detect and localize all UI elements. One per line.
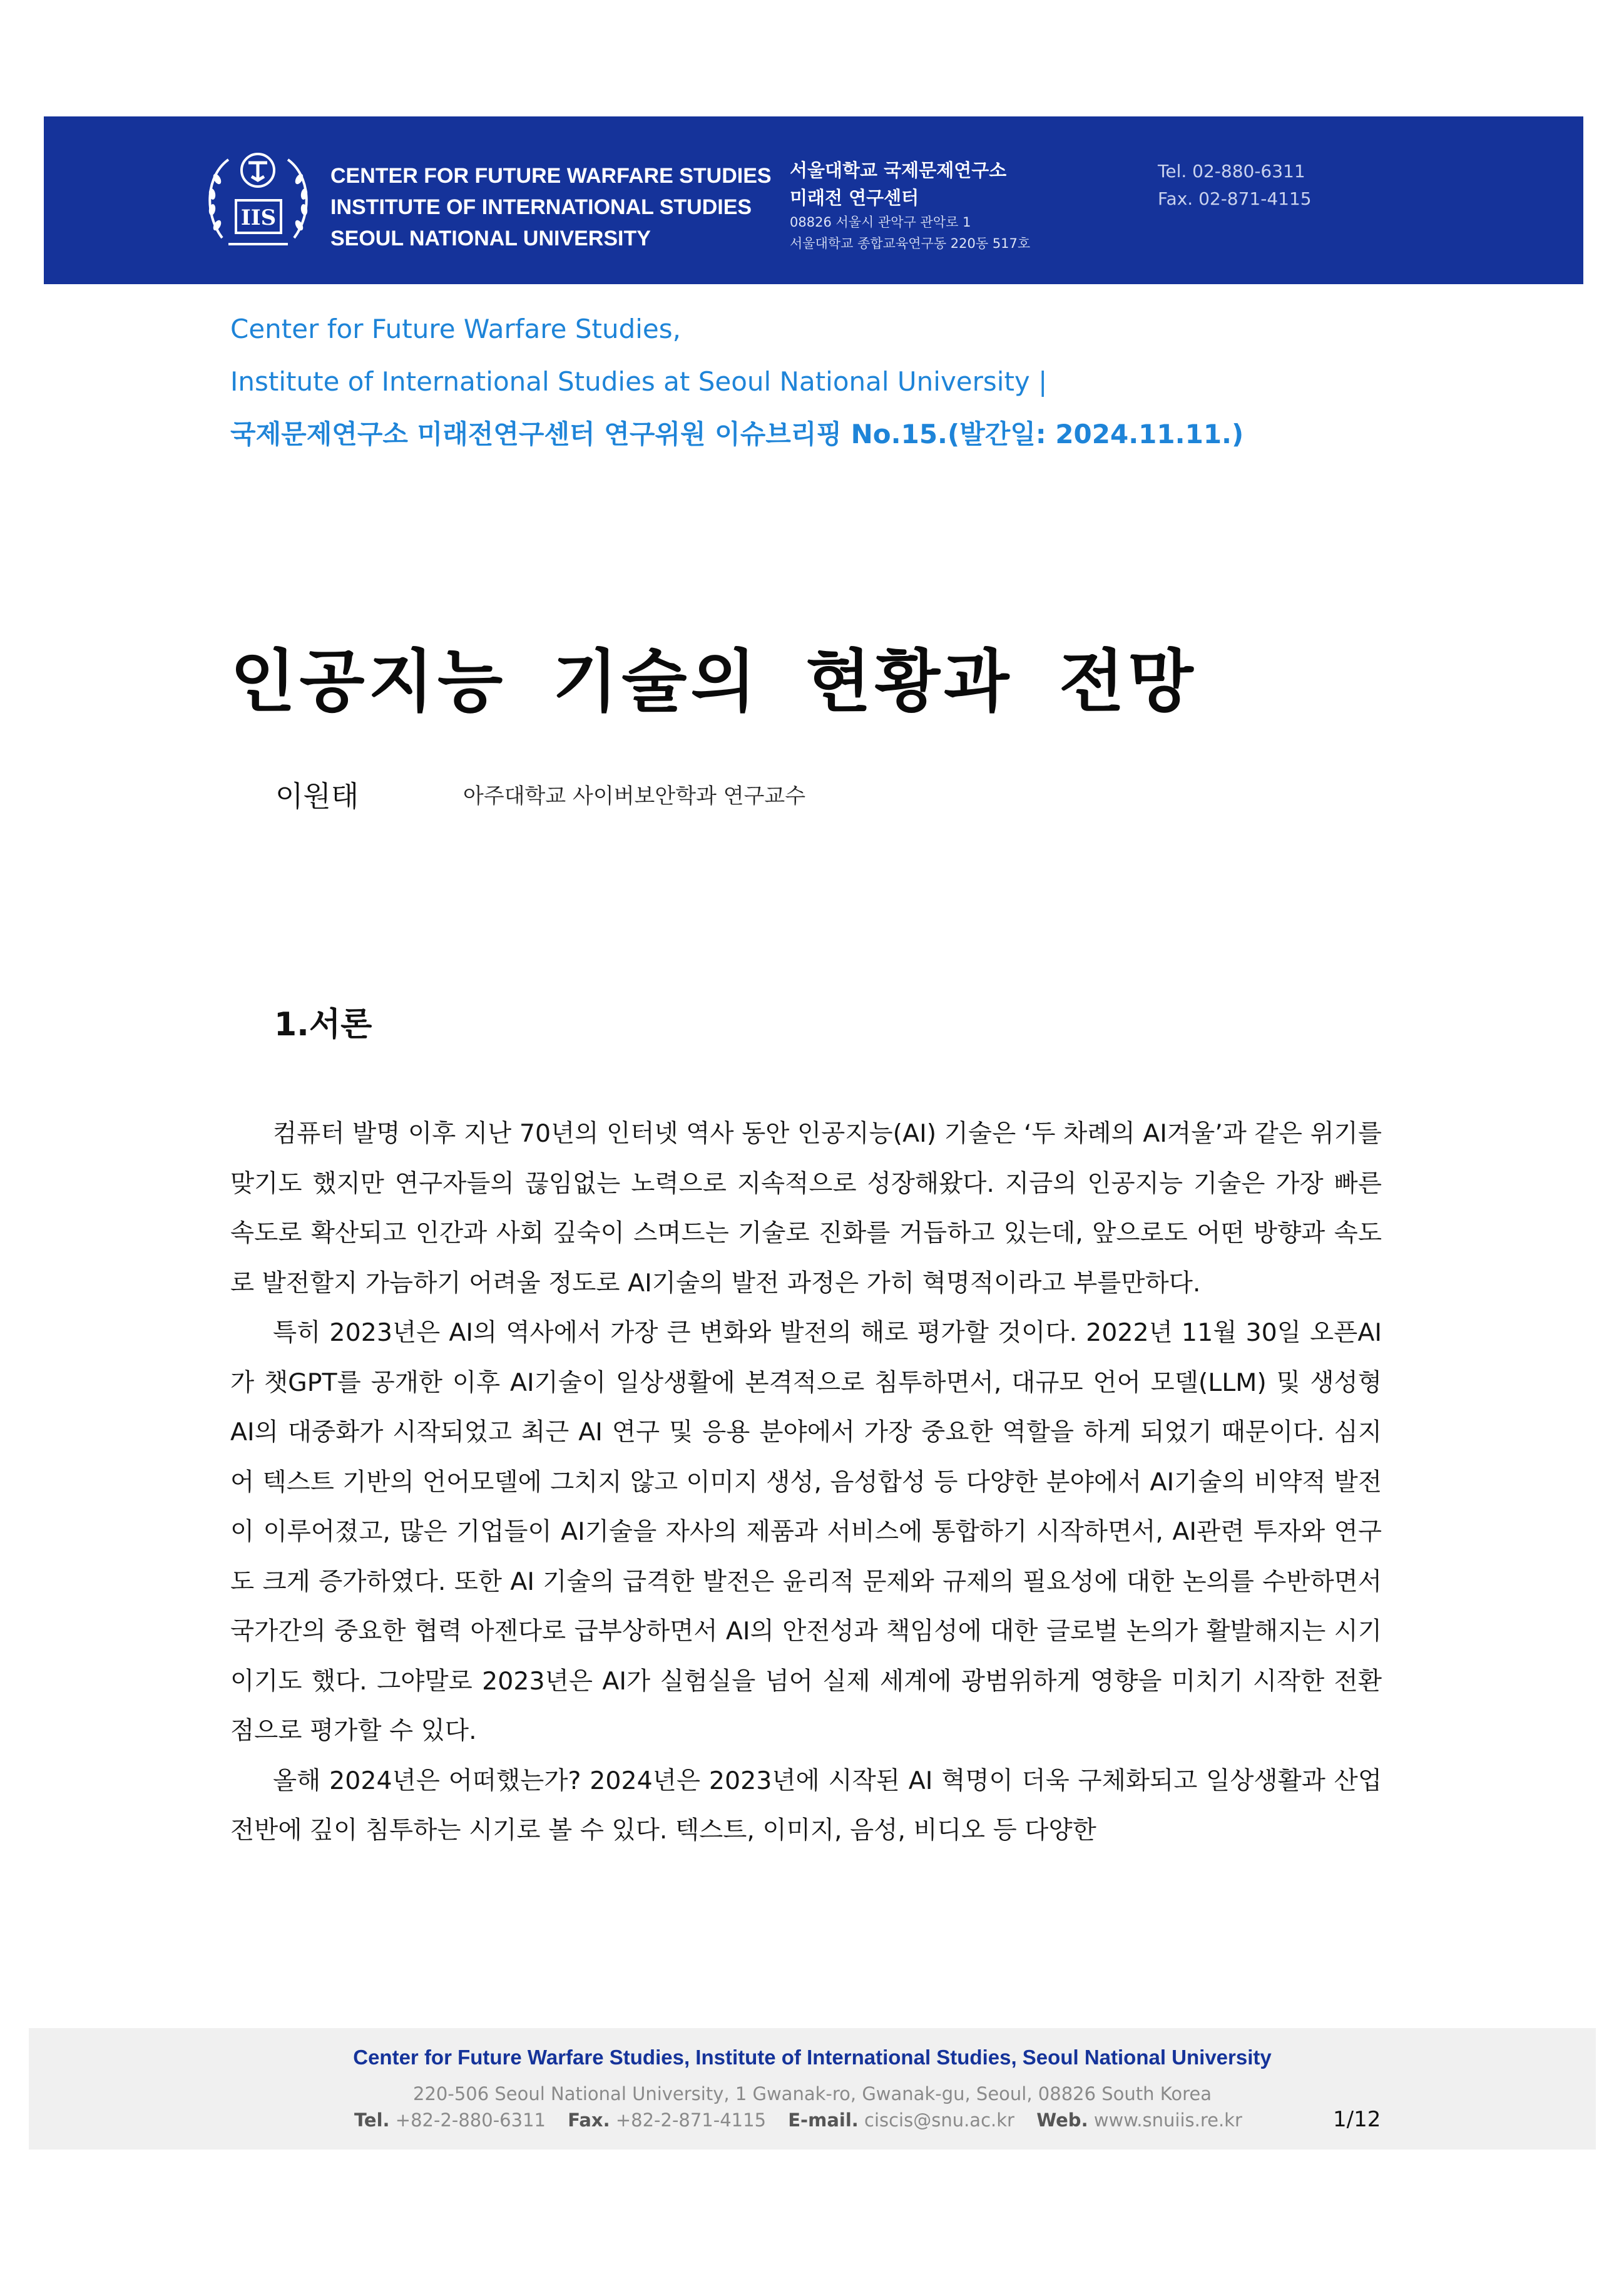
paragraph: 특히 2023년은 AI의 역사에서 가장 큰 변화와 발전의 해로 평가할 것이다. 2022년 11월 30일 오픈AI가 챗GPT를 공개한 이후 AI기술이 일상생활에 본격적으로 침투하면서, 대규모 언어 모델(LLM) 및 생성형 AI의 대중화가 시작되었고 최근 AI 연구 및 응용 분야에서 가장 중요한 역할을 하게 되었기 때문이다. 심지어 텍스트 기반의 언어모델에 그치지 않고 이미지 생성, 음성합성 등 다양한 분야에서 AI기술의 비약적 발전이 이루어졌고, 많은 기업들이 AI기술을 자사의 제품과 서비스에 통합하기 시작하면서, AI관련 투자와 연구도 크게 증가하였다. 또한 AI 기술의 급격한 발전은 윤리적 문제와 규제의 필요성에 대한 논의를 수반하면서 국가간의 중요한 협력 아젠다로 급부상하면서 AI의 안전성과 책임성에 대한 글로벌 논의가 활발해지는 시기이기도 했다. 그야말로 2023년은 AI가 실험실을 넘어 실제 세계에 광범위하게 영향을 미치기 시작한 전환점으로 평가할 수 있다. <box>230 1318 1382 1745</box>
author-name: 이원태 <box>275 779 359 813</box>
section-heading: 1.서론 <box>274 1006 372 1043</box>
page-footer <box>29 2028 1596 2150</box>
footer-address: 220-506 Seoul National University, 1 Gwanak-ro, Gwanak-gu, Seoul, 08826 South Korea <box>413 2083 1212 2104</box>
footer-contacts: Tel. +82-2-880-6311 Fax. +82-2-871-4115 E-mail. ciscis@snu.ac.kr Web. www.snuiis.re.kr <box>354 2109 1242 2131</box>
paragraph: 올해 2024년은 어떠했는가? 2024년은 2023년에 시작된 AI 혁명이 더욱 구체화되고 일상생활과 산업 전반에 깊이 침투하는 시기로 볼 수 있다. 텍스트, 이미지, 음성, 비디오 등 다양한 <box>230 1766 1382 1845</box>
page-number: 1/12 <box>1333 2107 1381 2132</box>
svg-text:IIS: IIS <box>240 205 277 230</box>
footer-web-link[interactable]: www.snuiis.re.kr <box>1093 2109 1242 2131</box>
footer-email[interactable]: ciscis@snu.ac.kr <box>864 2109 1014 2131</box>
snu-iis-logo <box>203 144 313 257</box>
document-title: 인공지능 기술의 현황과 전망 <box>230 643 1197 721</box>
header-banner <box>44 116 1583 284</box>
footer-institute: Center for Future Warfare Studies, Institute of International Studies, Seoul National University <box>353 2046 1272 2069</box>
body-text <box>230 1109 1382 1856</box>
brief-subheader: Center for Future Warfare Studies, Institute of International Studies at Seoul National University | 국제문제연구소 미래전연구센터 연구위원 이슈브리핑 No.15.(발간일: 2024.11.11.) <box>230 314 1244 449</box>
institute-name-ko: 서울대학교 국제문제연구소 미래전 연구센터 08826 서울시 관악구 관악로 1 서울대학교 종합교육연구동 220동 517호 <box>790 160 1031 251</box>
author-affiliation: 아주대학교 사이버보안학과 연구교수 <box>463 784 806 809</box>
institute-name-en: CENTER FOR FUTURE WARFARE STUDIES INSTITUTE OF INTERNATIONAL STUDIES SEOUL NATIONAL UNIVERSITY <box>330 164 772 250</box>
paragraph: 컴퓨터 발명 이후 지난 70년의 인터넷 역사 동안 인공지능(AI) 기술은 ‘두 차례의 AI겨울’과 같은 위기를 맞기도 했지만 연구자들의 끊임없는 노력으로 지속적으로 성장해왔다. 지금의 인공지능 기술은 가장 빠른 속도로 확산되고 인간과 사회 깊숙이 스며드는 기술로 진화를 거듭하고 있는데, 앞으로도 어떤 방향과 속도로 발전할지 가늠하기 어려울 정도로 AI기술의 발전 과정은 가히 혁명적이라고 부를만하다. <box>230 1119 1382 1298</box>
header-contact: Tel. 02-880-6311 Fax. 02-871-4115 <box>1158 161 1312 209</box>
